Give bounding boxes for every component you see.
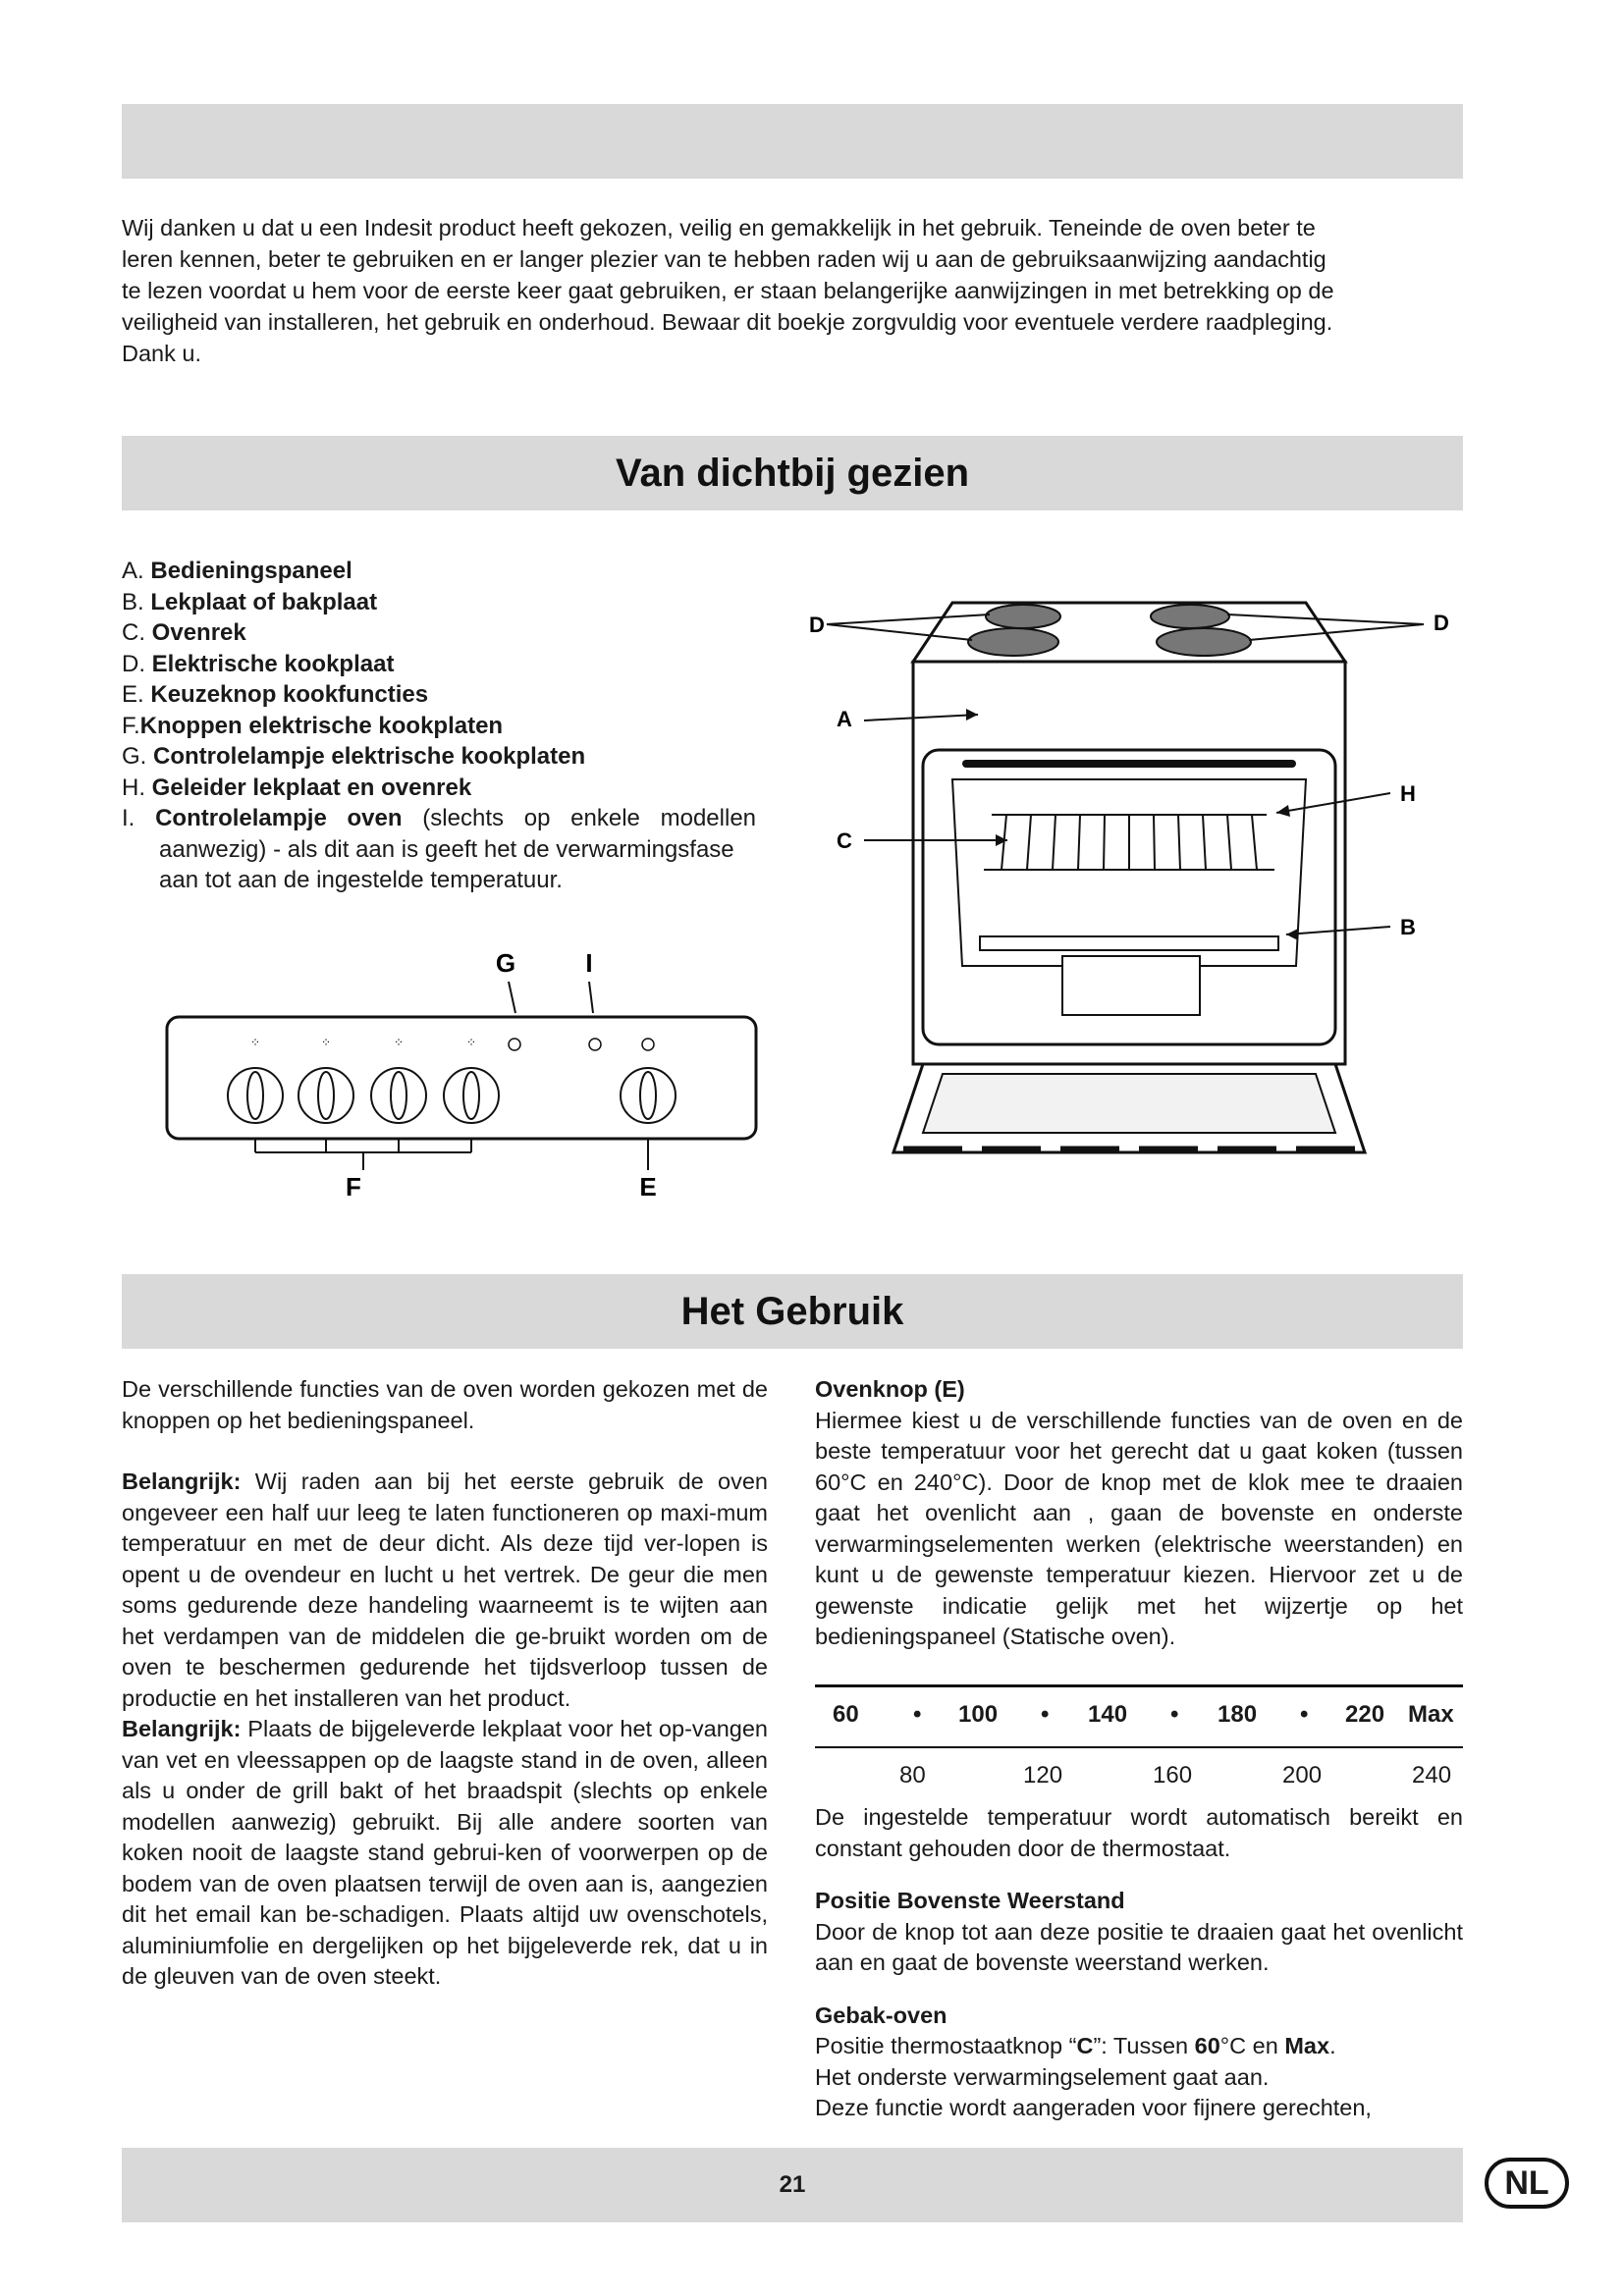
header-band	[122, 104, 1463, 179]
label-g: G	[495, 948, 516, 978]
label-d-left: D	[809, 613, 825, 637]
label-c: C	[837, 828, 852, 853]
label-b: B	[1400, 915, 1416, 939]
svg-text:⁘: ⁘	[465, 1036, 477, 1049]
legend-item: D. Elektrische kookplaat	[122, 650, 395, 677]
intro-line: veiligheid van installeren, het gebruik en onderhoud. Bewaar dit boekje zorgvuldig voor eventuele verdere raadpleging.	[122, 309, 1333, 335]
legend-item: B. Lekplaat of bakplaat	[122, 588, 378, 615]
intro-paragraph	[122, 212, 1469, 369]
temperature-scale	[815, 1684, 1463, 1803]
intro-line: te lezen voordat u hem voor de eerste keer gaat gebruiken, er staan belangerijke aanwijzingen in met betrekking op de	[122, 278, 1334, 303]
section-band-usage	[122, 1274, 1463, 1349]
hotplate	[1157, 628, 1251, 656]
usage-left-column	[122, 1374, 768, 1993]
legend-item: E. Keuzeknop kookfuncties	[122, 681, 429, 708]
legend-item: A. Bedieningspaneel	[122, 558, 352, 584]
paragraph: De ingestelde temperatuur wordt automatisch bereikt en constant gehouden door de thermostaat.	[815, 1804, 1463, 1861]
legend-item-cont: aanwezig) - als dit aan is geeft het de verwarmingsfase	[159, 835, 734, 863]
temperature-row-top: 60 • 100 • 140 • 180 • 220 Max	[833, 1701, 1454, 1728]
indicator-light-i	[589, 1039, 601, 1050]
label-e: E	[639, 1172, 657, 1201]
paragraph: Belangrijk: Wij raden aan bij het eerste gebruik de oven ongeveer een half uur leeg te laten functioneren op maxi-mum temperatuur en met de deur dicht. Als deze tijd ver-lopen is opent u de ovendeur en lucht u het vertrek. De geur die men soms gedurende deze handeling waarneemt is te wijten aan het verdampen van de middelen die ge-bruikt worden om de oven te beschermen gedurende het tijdsverloop tussen de productie en het installeren van het product.	[122, 1468, 768, 1711]
paragraph: Deze functie wordt aangeraden voor fijnere gerechten,	[815, 2095, 1372, 2120]
legend-item: H. Geleider lekplaat en ovenrek	[122, 774, 472, 801]
section-band-overview	[122, 436, 1463, 510]
hob-top	[913, 603, 1345, 662]
subheading-oven-knob: Ovenknop (E)	[815, 1376, 965, 1402]
oven-diagram	[795, 583, 1463, 1182]
usage-right-column-lower	[815, 1802, 1463, 2124]
intro-line: Wij danken u dat u een Indesit product heeft gekozen, veilig en gemakkelijk in het gebruik. Teneinde de oven beter te	[122, 215, 1316, 240]
section-title: Van dichtbij gezien	[615, 452, 970, 495]
subheading-bake-oven: Gebak-oven	[815, 2002, 947, 2028]
parts-legend	[122, 556, 780, 896]
footer-band	[122, 2148, 1549, 2222]
paragraph: Belangrijk: Plaats de bijgeleverde lekplaat voor het op-vangen van vet en vleessappen op de laagste stand in de oven, alleen als u onder de grill bakt of het braadspit (slechts op enkele modellen aanwezig) gebruikt. Bij alle andere soorten van koken nooit de laagste stand gebrui-ken of voorwerpen op de bodem van de oven plaatsen terwijl de oven aan is, aangezien dit het email kan be-schadigen. Plaats altijd uw ovenschotels, aluminiumfolie en dergelijken op het bijgeleverde rek, dat u in de gleuven van de oven steekt.	[122, 1716, 768, 1989]
control-panel-diagram	[157, 942, 785, 1207]
temperature-row-bottom: 80 120 160 200 240	[899, 1762, 1452, 1789]
subheading-top-element: Positie Bovenste Weerstand	[815, 1888, 1125, 1913]
svg-text:⁘: ⁘	[249, 1036, 261, 1049]
usage-right-column	[815, 1374, 1463, 1653]
intro-line: leren kennen, beter te gebruiken en er langer plezier van te hebben raden wij u aan de gebruiksaanwijzing aandachtig	[122, 246, 1326, 272]
legend-item: I. Controlelampje oven (slechts op enkele modellen	[122, 805, 757, 831]
page-number: 21	[779, 2171, 806, 2198]
label-d-right: D	[1434, 611, 1449, 635]
paragraph: Het onderste verwarmingselement gaat aan.	[815, 2063, 1270, 2090]
paragraph: De verschillende functies van de oven worden gekozen met de knoppen op het bedieningspaneel.	[122, 1376, 768, 1433]
label-f: F	[346, 1172, 361, 1201]
paragraph: Door de knop tot aan deze positie te draaien gaat het ovenlicht aan en gaat de bovenste weerstand werken.	[815, 1918, 1463, 1975]
indicator-light-g	[509, 1039, 520, 1050]
language-badge: NL	[1485, 2158, 1569, 2209]
label-h: H	[1400, 781, 1416, 806]
paragraph: Positie thermostaatknop “C”: Tussen 60°C en Max.	[815, 2033, 1336, 2058]
legend-item: C. Ovenrek	[122, 619, 246, 646]
label-i: I	[585, 948, 593, 978]
legend-item: F.Knoppen elektrische kookplaten	[122, 712, 504, 739]
label-a: A	[837, 707, 852, 731]
hotplate	[1151, 605, 1229, 628]
hotplate	[968, 628, 1058, 656]
paragraph: Hiermee kiest u de verschillende functies van de oven en de beste temperatuur voor het gerecht dat u gaat koken (tussen 60°C en 240°C). Door de knop met de klok mee te draaien gaat het ovenlicht aan , gaan de bovenste en onderste verwarmingselementen werken (elektrische weerstanden) en kunt u de gewenste temperatuur kiezen. Hiervoor zet u de gewenste indicatie gelijk met het wijzertje op het bedieningspaneel (Statische oven).	[815, 1407, 1463, 1649]
legend-item-cont: aan tot aan de ingestelde temperatuur.	[159, 867, 563, 893]
intro-line: Dank u.	[122, 341, 201, 366]
legend-item: G. Controlelampje elektrische kookplaten	[122, 743, 586, 770]
drip-tray	[980, 936, 1278, 950]
hotplate	[986, 605, 1060, 628]
svg-text:⁘: ⁘	[320, 1036, 332, 1049]
section-title: Het Gebruik	[680, 1290, 904, 1333]
svg-text:⁘: ⁘	[393, 1036, 405, 1049]
